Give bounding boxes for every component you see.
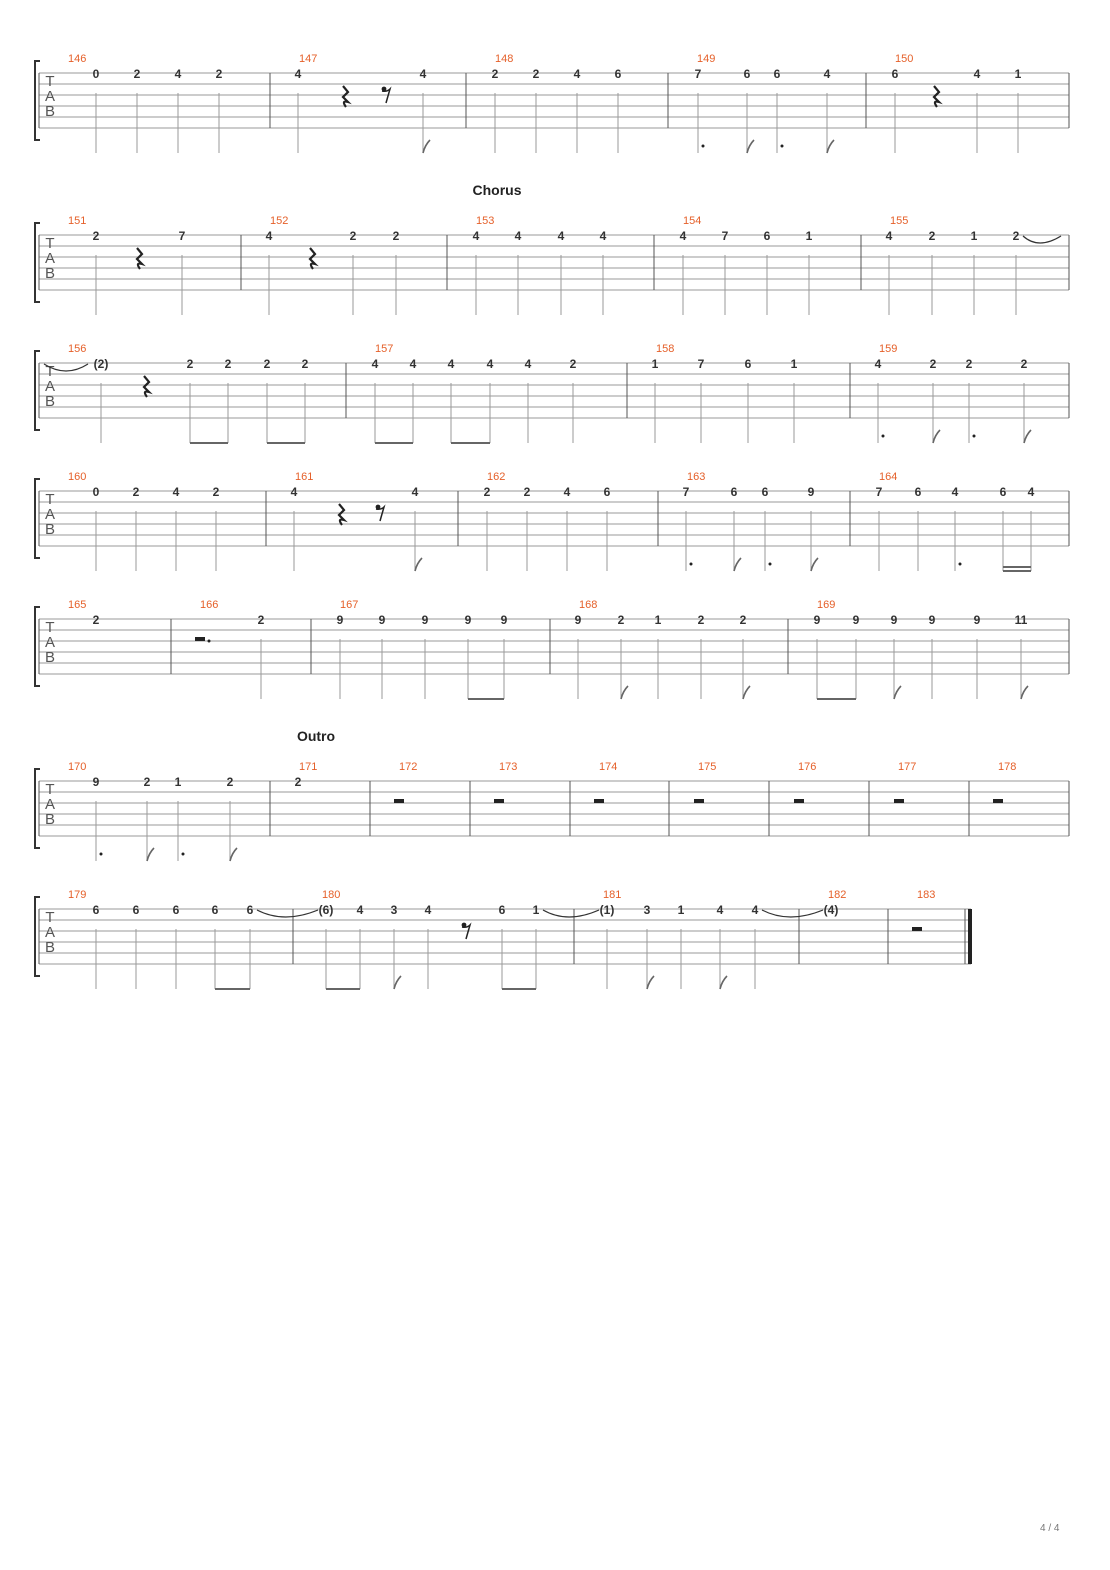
fret-number: 9: [464, 613, 472, 627]
fret-number: 4: [371, 357, 379, 371]
measure-number: 159: [879, 343, 898, 355]
tie-arc: [1023, 236, 1061, 243]
fret-number: 4: [1027, 485, 1035, 499]
measure: [575, 599, 750, 699]
fret-number: 1: [805, 229, 813, 243]
eighth-flag: [621, 686, 628, 699]
fret-number: (4): [823, 903, 839, 917]
measure: [394, 761, 417, 803]
measure-number: 157: [375, 343, 394, 355]
fret-number: 4: [472, 229, 480, 243]
fret-number: 6: [246, 903, 254, 917]
tab-clef-letter: T: [45, 781, 55, 798]
quarter-rest: [339, 504, 344, 525]
fret-number: 1: [651, 357, 659, 371]
measure: [291, 471, 422, 571]
fret-number: 6: [730, 485, 738, 499]
half-rest: [494, 799, 504, 803]
measure-number: 155: [890, 215, 909, 227]
rhythm-dot: [959, 563, 962, 566]
measure-number: 160: [68, 471, 87, 483]
fret-number: 4: [356, 903, 364, 917]
measure: [266, 215, 400, 315]
fret-number: 2: [965, 357, 973, 371]
fret-number: 0: [92, 485, 100, 499]
fret-number: 2: [569, 357, 577, 371]
fret-number: 6: [92, 903, 100, 917]
fret-number: 2: [523, 485, 531, 499]
fret-number: 1: [654, 613, 662, 627]
tab-clef-letter: B: [44, 939, 56, 956]
measure-number: 150: [895, 53, 914, 65]
eighth-flag: [720, 976, 727, 989]
measure: [886, 215, 1061, 315]
eighth-flag: [1024, 430, 1031, 443]
tab-clef-letter: T: [45, 491, 55, 508]
fret-number: 9: [378, 613, 386, 627]
final-barline: [968, 909, 972, 964]
fret-number: 4: [951, 485, 959, 499]
quarter-rest: [310, 248, 315, 269]
fret-number: 2: [532, 67, 540, 81]
measure-number: 153: [476, 215, 495, 227]
measure-number: 152: [270, 215, 289, 227]
fret-number: 4: [563, 485, 571, 499]
fret-number: 0: [92, 67, 100, 81]
tab-clef-letter: A: [44, 250, 56, 267]
measure-number: 154: [683, 215, 702, 227]
measure-number: 151: [68, 215, 87, 227]
fret-number: 2: [929, 357, 937, 371]
fret-number: 2: [92, 229, 100, 243]
eighth-flag: [415, 558, 422, 571]
fret-number: 9: [973, 613, 981, 627]
tab-clef-letter: A: [44, 634, 56, 651]
tie-arc: [762, 910, 823, 917]
fret-number: 4: [409, 357, 417, 371]
fret-number: 4: [424, 903, 432, 917]
fret-number: 7: [682, 485, 690, 499]
rhythm-dot: [702, 145, 705, 148]
eighth-flag: [230, 848, 237, 861]
measure-number: 182: [828, 889, 847, 901]
fret-number: 2: [132, 485, 140, 499]
eighth-flag: [423, 140, 430, 153]
measure: [295, 761, 318, 789]
fret-number: 7: [721, 229, 729, 243]
fret-number: 6: [603, 485, 611, 499]
tab-system: [35, 53, 1069, 153]
rhythm-dot: [781, 145, 784, 148]
tie-arc: [257, 910, 318, 917]
measure-number: 166: [200, 599, 219, 611]
fret-number: 4: [557, 229, 565, 243]
fret-number: 6: [891, 67, 899, 81]
measure-number: 174: [599, 761, 618, 773]
fret-number: 2: [226, 775, 234, 789]
fret-number: 4: [514, 229, 522, 243]
tab-system: [35, 889, 972, 989]
fret-number: 9: [500, 613, 508, 627]
measure: [68, 215, 186, 315]
tab-clef-letter: A: [44, 924, 56, 941]
measure-number: 146: [68, 53, 87, 65]
fret-number: 4: [290, 485, 298, 499]
fret-number: 1: [532, 903, 540, 917]
fret-number: 2: [263, 357, 271, 371]
rhythm-dot: [100, 853, 103, 856]
tab-system: [35, 728, 1069, 861]
rest-dot: [208, 640, 211, 643]
measure: [319, 889, 599, 989]
measure-number: 175: [698, 761, 717, 773]
measure-number: 170: [68, 761, 87, 773]
measure: [372, 343, 577, 443]
fret-number: 4: [172, 485, 180, 499]
fret-number: 4: [885, 229, 893, 243]
half-rest: [195, 637, 205, 641]
eighth-flag: [747, 140, 754, 153]
quarter-rest: [144, 376, 149, 397]
fret-number: 9: [852, 613, 860, 627]
measure-number: 163: [687, 471, 706, 483]
fret-number: 9: [92, 775, 100, 789]
eighth-rest: [382, 89, 390, 103]
fret-number: 1: [970, 229, 978, 243]
fret-number: 4: [679, 229, 687, 243]
measure-number: 162: [487, 471, 506, 483]
fret-number: 4: [874, 357, 882, 371]
rhythm-dot: [182, 853, 185, 856]
measure: [892, 53, 1022, 153]
fret-number: 7: [178, 229, 186, 243]
fret-number: 2: [224, 357, 232, 371]
fret-number: 2: [301, 357, 309, 371]
eighth-flag: [734, 558, 741, 571]
fret-number: 2: [294, 775, 302, 789]
fret-number: 2: [697, 613, 705, 627]
measure: [295, 53, 430, 153]
eighth-rest: [462, 925, 470, 939]
eighth-flag: [147, 848, 154, 861]
measure: [68, 471, 220, 571]
half-rest: [794, 799, 804, 803]
fret-number: (1): [599, 903, 615, 917]
fret-number: 4: [265, 229, 273, 243]
section-title: Chorus: [472, 182, 522, 198]
fret-number: 7: [875, 485, 883, 499]
rhythm-dot: [690, 563, 693, 566]
fret-number: 4: [294, 67, 302, 81]
measure-number: 158: [656, 343, 675, 355]
measure: [652, 343, 798, 443]
measure: [683, 471, 818, 571]
measure: [68, 761, 237, 861]
fret-number: 6: [744, 357, 752, 371]
fret-number: 6: [132, 903, 140, 917]
measure-number: 177: [898, 761, 917, 773]
tab-clef-letter: B: [44, 521, 56, 538]
measure: [876, 471, 1035, 571]
measure-number: 165: [68, 599, 87, 611]
measure: [814, 599, 1028, 699]
measure: [484, 471, 611, 571]
fret-number: 2: [143, 775, 151, 789]
tab-system: [35, 182, 1069, 315]
tab-clef-letter: A: [44, 378, 56, 395]
fret-number: 9: [890, 613, 898, 627]
tab-clef-letter: B: [44, 265, 56, 282]
fret-number: 4: [573, 67, 581, 81]
fret-number: 2: [1020, 357, 1028, 371]
fret-number: 6: [743, 67, 751, 81]
fret-number: 6: [914, 485, 922, 499]
tab-clef-letter: A: [44, 88, 56, 105]
tab-clef-letter: T: [45, 73, 55, 90]
fret-number: 2: [215, 67, 223, 81]
tab-clef-letter: B: [44, 649, 56, 666]
fret-number: 6: [763, 229, 771, 243]
quarter-rest: [343, 86, 348, 107]
fret-number: 7: [697, 357, 705, 371]
fret-number: 1: [1014, 67, 1022, 81]
tab-clef-letter: T: [45, 619, 55, 636]
measure: [195, 599, 265, 699]
eighth-flag: [743, 686, 750, 699]
fret-number: 7: [694, 67, 702, 81]
fret-number: 4: [751, 903, 759, 917]
measure: [68, 53, 223, 153]
fret-number: 2: [212, 485, 220, 499]
fret-number: 2: [257, 613, 265, 627]
fret-number: 6: [614, 67, 622, 81]
measure: [875, 343, 1031, 443]
fret-number: 3: [390, 903, 398, 917]
half-rest: [912, 927, 922, 931]
fret-number: 4: [174, 67, 182, 81]
rhythm-dot: [973, 435, 976, 438]
measure: [337, 599, 508, 699]
fret-number: 2: [92, 613, 100, 627]
measure: [912, 889, 935, 931]
fret-number: 2: [392, 229, 400, 243]
fret-number: 4: [524, 357, 532, 371]
fret-number: 2: [483, 485, 491, 499]
tab-clef-letter: B: [44, 393, 56, 410]
eighth-rest: [376, 507, 384, 521]
tab-system: [35, 471, 1069, 571]
fret-number: 6: [761, 485, 769, 499]
tab-clef-letter: T: [45, 363, 55, 380]
measure-number: 176: [798, 761, 817, 773]
measure: [494, 761, 517, 803]
half-rest: [993, 799, 1003, 803]
fret-number: 6: [773, 67, 781, 81]
eighth-flag: [1021, 686, 1028, 699]
half-rest: [594, 799, 604, 803]
measure: [794, 761, 816, 803]
measure-number: 180: [322, 889, 341, 901]
measure-number: 148: [495, 53, 514, 65]
fret-number: 2: [133, 67, 141, 81]
measure: [68, 889, 318, 989]
measure-number: 178: [998, 761, 1017, 773]
measure: [68, 343, 309, 443]
eighth-flag: [394, 976, 401, 989]
fret-number: 1: [790, 357, 798, 371]
fret-number: 6: [498, 903, 506, 917]
fret-number: 9: [807, 485, 815, 499]
measure: [993, 761, 1016, 803]
fret-number: 4: [411, 485, 419, 499]
fret-number: 2: [491, 67, 499, 81]
measure: [492, 53, 622, 153]
half-rest: [694, 799, 704, 803]
tab-clef-letter: B: [44, 811, 56, 828]
tab-clef-letter: T: [45, 909, 55, 926]
fret-number: 9: [928, 613, 936, 627]
tab-clef-letter: A: [44, 796, 56, 813]
fret-number: 4: [447, 357, 455, 371]
measure-number: 167: [340, 599, 359, 611]
tab-system: [35, 599, 1069, 699]
quarter-rest: [934, 86, 939, 107]
measure: [600, 889, 823, 989]
measure: [594, 761, 617, 803]
fret-number: 6: [172, 903, 180, 917]
measure-number: 164: [879, 471, 898, 483]
fret-number: 1: [677, 903, 685, 917]
fret-number: 6: [211, 903, 219, 917]
fret-number: 1: [174, 775, 182, 789]
measure-number: 161: [295, 471, 314, 483]
eighth-flag: [827, 140, 834, 153]
fret-number: 2: [186, 357, 194, 371]
measure: [473, 215, 607, 315]
fret-number: 2: [739, 613, 747, 627]
measure-number: 172: [399, 761, 418, 773]
fret-number: 11: [1014, 613, 1028, 627]
measure: [894, 761, 916, 803]
fret-number: 6: [999, 485, 1007, 499]
fret-number: (6): [318, 903, 334, 917]
eighth-flag: [933, 430, 940, 443]
fret-number: 4: [599, 229, 607, 243]
half-rest: [894, 799, 904, 803]
fret-number: 9: [336, 613, 344, 627]
rhythm-dot: [882, 435, 885, 438]
tab-clef-letter: A: [44, 506, 56, 523]
tab-clef-letter: B: [44, 103, 56, 120]
measure-number: 147: [299, 53, 318, 65]
eighth-flag: [811, 558, 818, 571]
eighth-flag: [647, 976, 654, 989]
measure: [694, 761, 716, 803]
section-title: Outro: [296, 728, 336, 744]
rhythm-dot: [769, 563, 772, 566]
measure-number: 149: [697, 53, 716, 65]
fret-number: 3: [643, 903, 651, 917]
fret-number: 2: [928, 229, 936, 243]
measure: [680, 215, 813, 315]
half-rest: [394, 799, 404, 803]
quarter-rest: [137, 248, 142, 269]
measure-number: 169: [817, 599, 836, 611]
measure-number: 168: [579, 599, 598, 611]
fret-number: 4: [716, 903, 724, 917]
measure: [68, 599, 100, 627]
measure: [695, 53, 834, 153]
tie-arc: [543, 910, 599, 917]
eighth-flag: [894, 686, 901, 699]
measure: [824, 889, 847, 917]
measure-number: 179: [68, 889, 87, 901]
measure-number: 173: [499, 761, 518, 773]
measure-number: 183: [917, 889, 936, 901]
fret-number: 9: [574, 613, 582, 627]
page-number: 4 / 4: [1040, 1523, 1060, 1534]
fret-number: 4: [823, 67, 831, 81]
measure-number: 156: [68, 343, 87, 355]
fret-number: 4: [973, 67, 981, 81]
fret-number: 9: [421, 613, 429, 627]
fret-number: 4: [419, 67, 427, 81]
tab-system: [35, 343, 1069, 443]
measure-number: 171: [299, 761, 318, 773]
fret-number: 4: [486, 357, 494, 371]
fret-number: 9: [813, 613, 821, 627]
fret-number: 2: [1012, 229, 1020, 243]
fret-number: (2): [93, 357, 109, 371]
fret-number: 2: [617, 613, 625, 627]
fret-number: 2: [349, 229, 357, 243]
measure-number: 181: [603, 889, 622, 901]
tab-clef-letter: T: [45, 235, 55, 252]
